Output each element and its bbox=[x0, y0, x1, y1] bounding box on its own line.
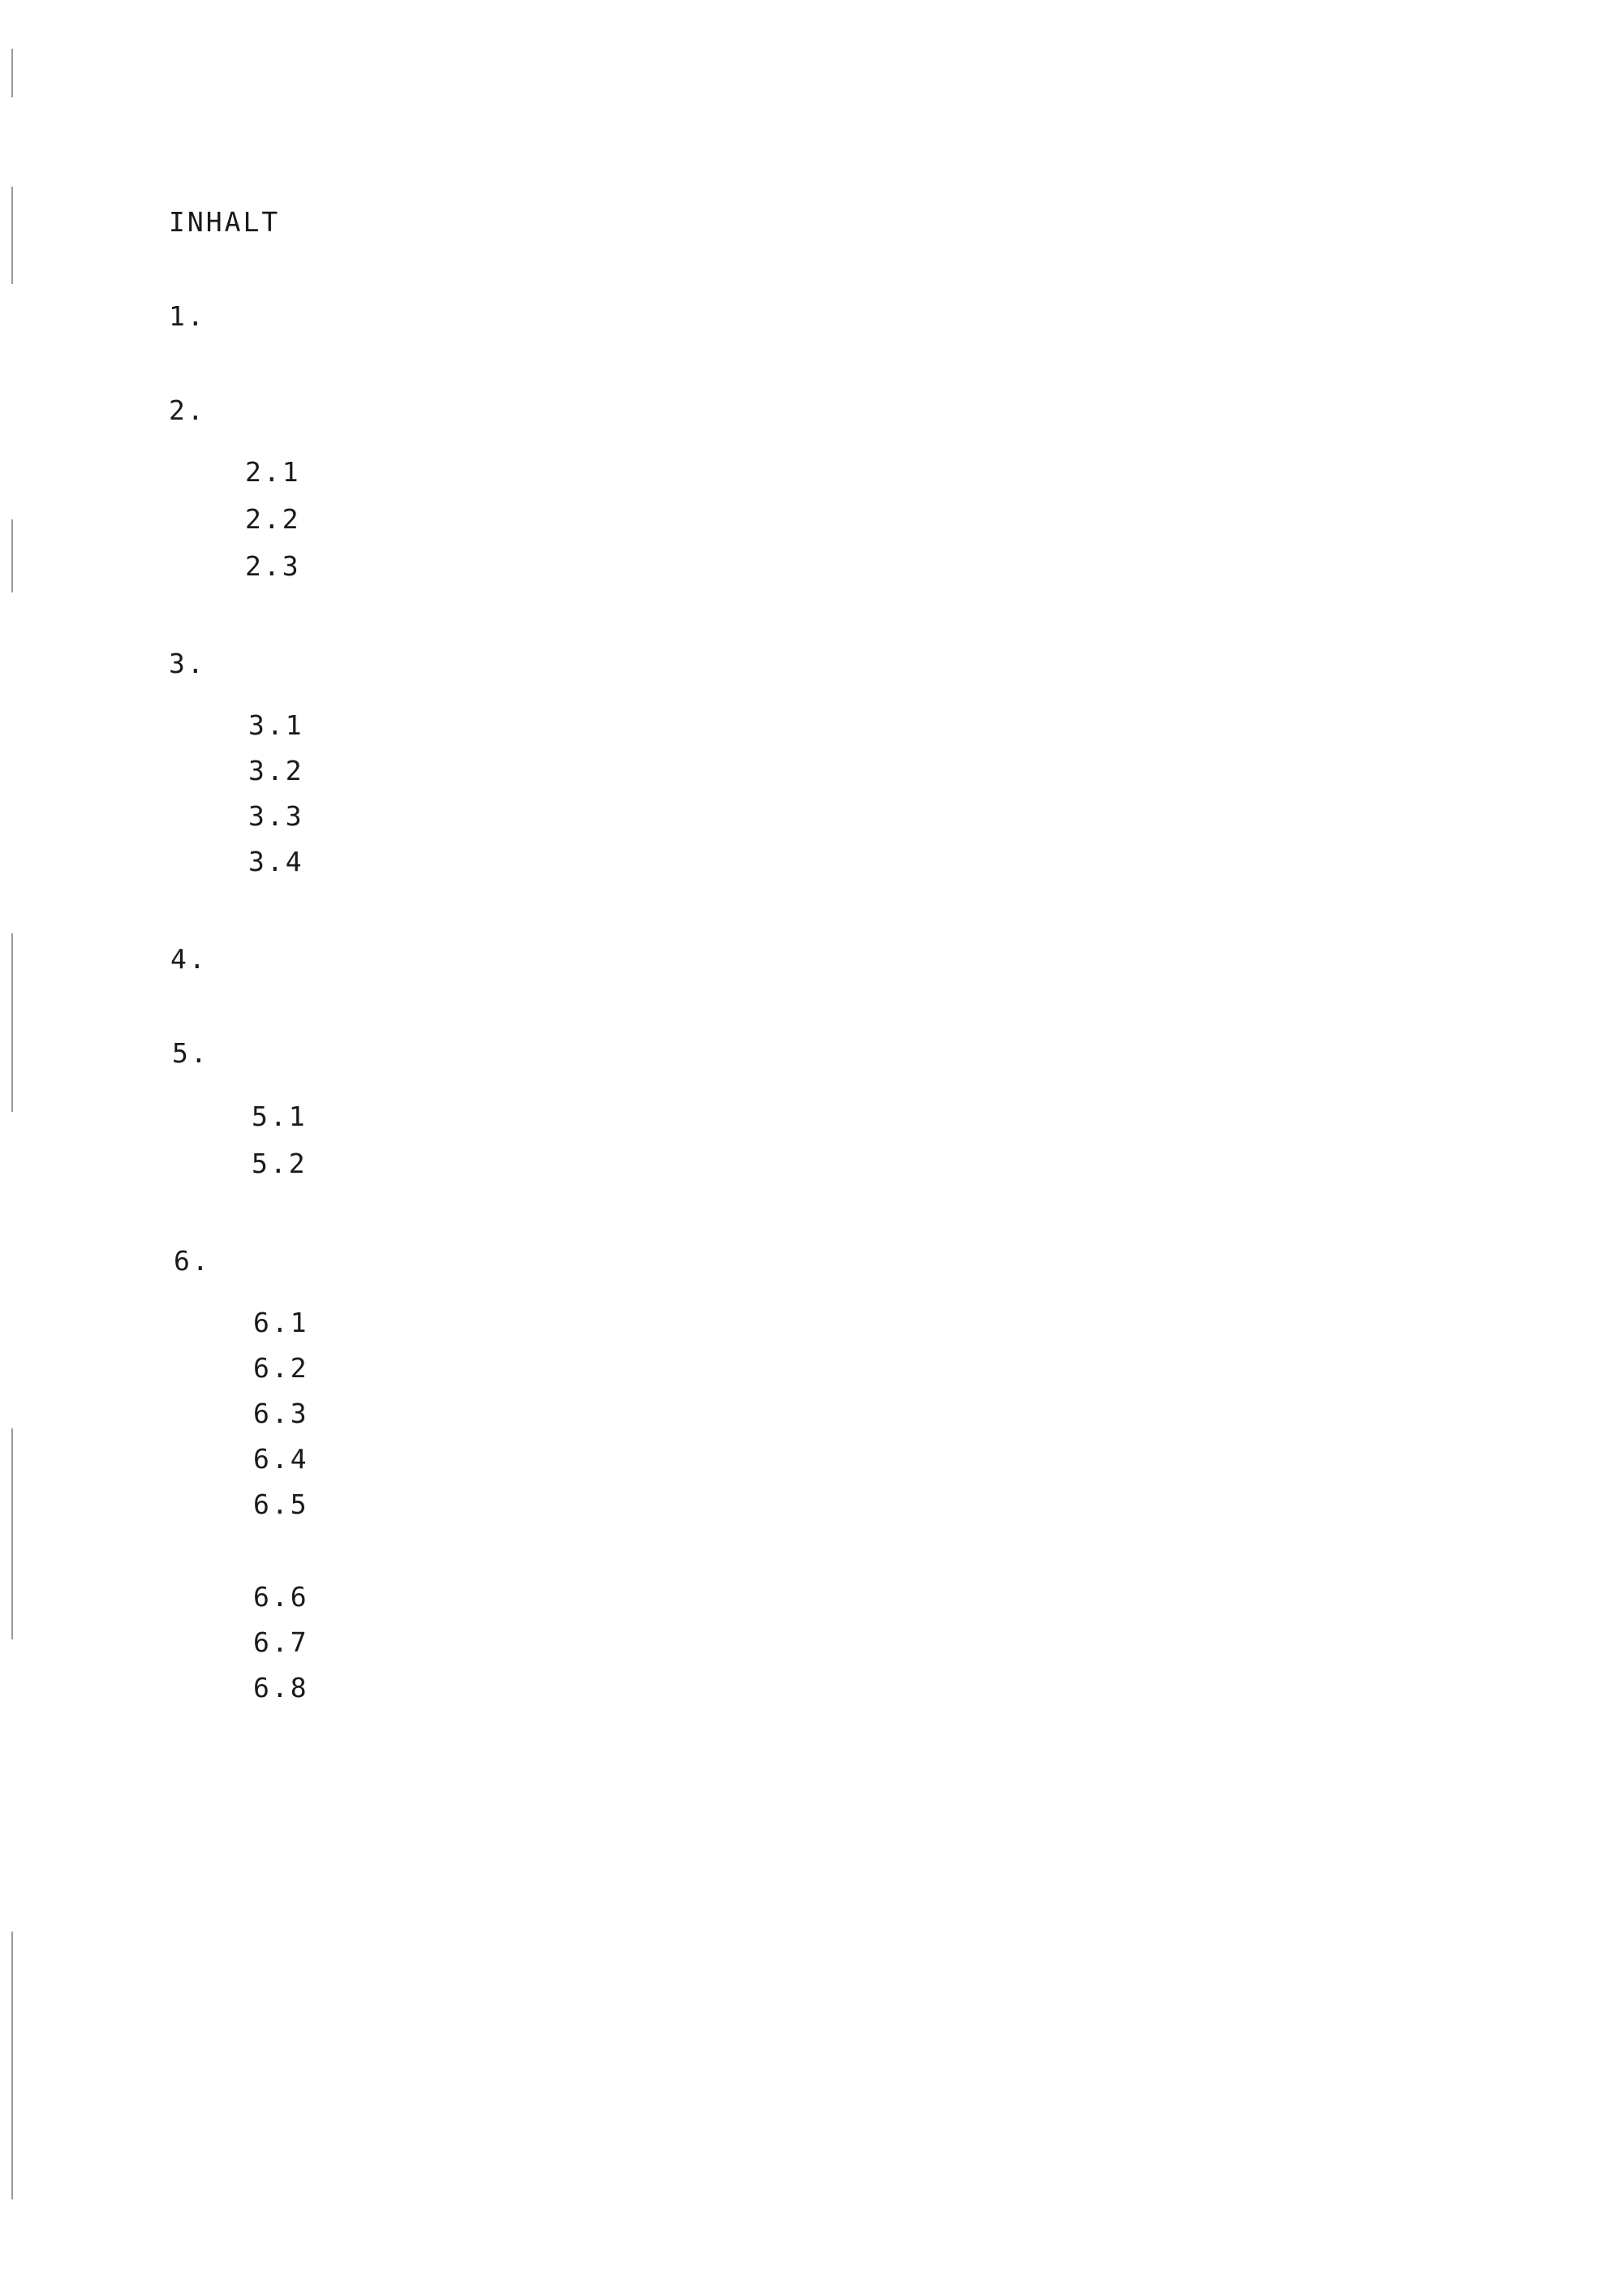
toc-entry-number: 6.1 bbox=[253, 1307, 309, 1338]
toc-heading: INHALT bbox=[169, 206, 281, 238]
toc-entry-number: 6.4 bbox=[253, 1443, 309, 1475]
toc-entry-number: 5.1 bbox=[252, 1101, 308, 1132]
toc-entry-number: 2.2 bbox=[245, 503, 301, 535]
toc-entry-number: 3.2 bbox=[248, 755, 304, 786]
toc-entry-number: 6.5 bbox=[253, 1488, 309, 1520]
scan-artifact bbox=[11, 49, 13, 97]
scan-artifact bbox=[11, 187, 13, 284]
toc-entry-number: 3. bbox=[169, 648, 206, 679]
toc-entry-number: 1. bbox=[169, 300, 206, 332]
toc-entry-number: 3.3 bbox=[248, 800, 304, 832]
toc-entry-number: 6.6 bbox=[253, 1581, 309, 1613]
toc-entry-number: 6. bbox=[174, 1245, 211, 1277]
toc-entry-number: 6.7 bbox=[253, 1626, 309, 1658]
toc-entry-number: 4. bbox=[170, 943, 208, 975]
toc-entry-number: 6.3 bbox=[253, 1398, 309, 1429]
toc-entry-number: 5.2 bbox=[252, 1148, 308, 1179]
toc-entry-number: 3.4 bbox=[248, 846, 304, 877]
toc-entry-number: 5. bbox=[172, 1037, 209, 1069]
toc-entry-number: 6.8 bbox=[253, 1672, 309, 1704]
toc-entry-number: 3.1 bbox=[248, 709, 304, 741]
scan-artifact bbox=[11, 1428, 13, 1639]
toc-entry-number: 2. bbox=[169, 394, 206, 426]
scan-artifact bbox=[11, 1932, 13, 2199]
toc-entry-number: 2.3 bbox=[245, 550, 301, 582]
scan-artifact bbox=[11, 933, 13, 1112]
toc-entry-number: 6.2 bbox=[253, 1352, 309, 1384]
toc-entry-number: 2.1 bbox=[245, 456, 301, 488]
scan-artifact bbox=[11, 519, 13, 592]
